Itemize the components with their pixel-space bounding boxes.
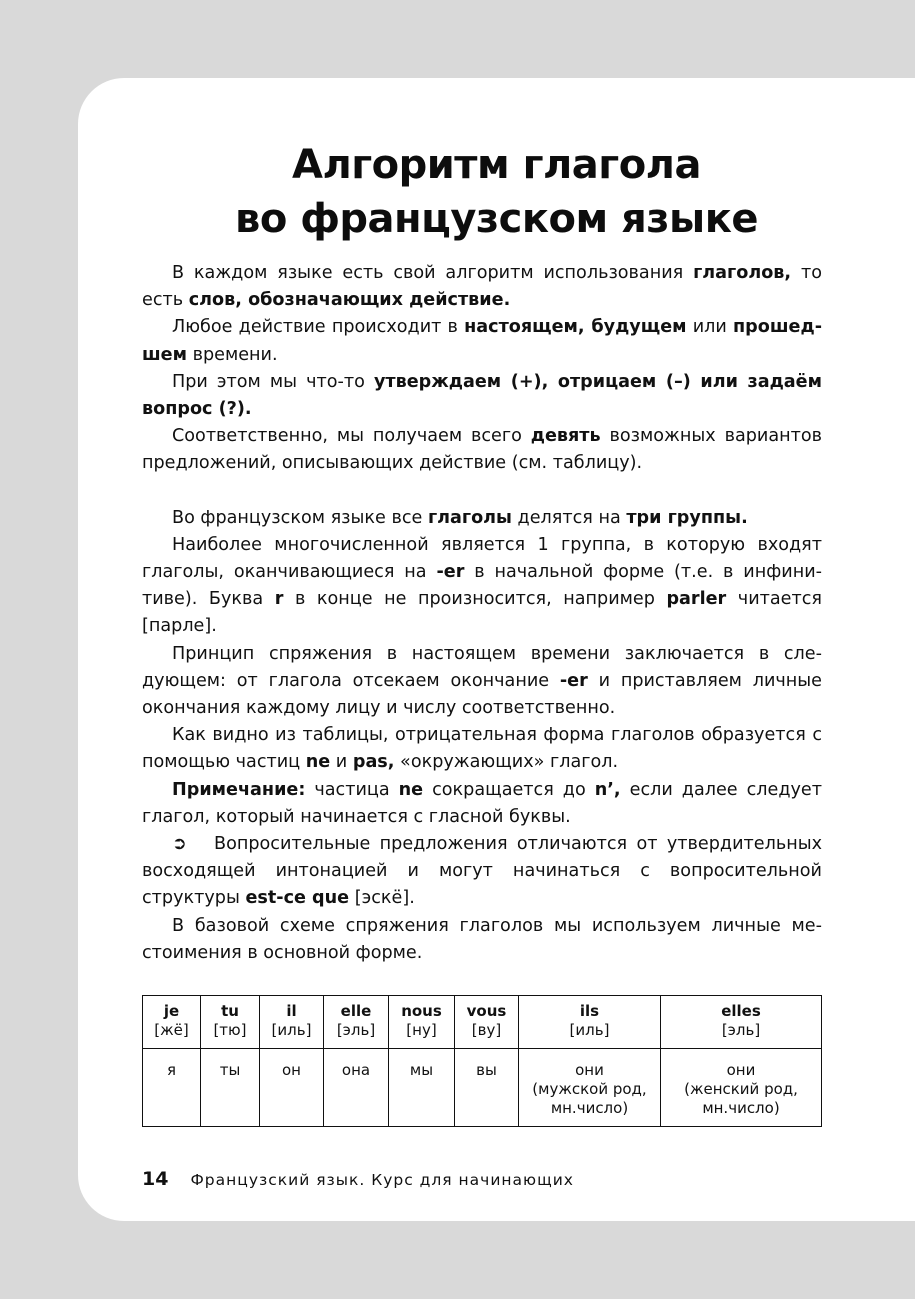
paragraph-negation: Как видно из таблицы, отрицательная форма глаголов образуется с помощью частиц ne и pas, «окружающих» глагол. xyxy=(142,725,822,773)
book-title: Французский язык. Курс для начинающих xyxy=(190,1171,574,1189)
paragraph-tenses: Любое действие происходит в настоящем, будущем или прошедшем времени. xyxy=(142,317,822,365)
page-title xyxy=(78,138,915,246)
table-cell: они (мужской род, мн.число) xyxy=(519,1049,661,1127)
paragraph-verbs-algorithm: В каждом языке есть свой алгоритм использования глаголов, то есть слов, обозначающих действие. xyxy=(142,263,822,311)
arrow-icon: ➲ xyxy=(172,834,187,855)
title-line-2: во французском языке xyxy=(235,196,758,242)
table-cell: vous [ву] xyxy=(455,996,519,1049)
paragraph-base-scheme: В базовой схеме спряжения глаголов мы используем личные местоимения в основной форме. xyxy=(142,915,822,963)
table-cell: она xyxy=(324,1049,389,1127)
page-sheet xyxy=(78,78,915,1221)
page-footer xyxy=(142,1168,574,1190)
paragraph-questions: ➲ Вопросительные предложения отличаются от утвердительных восходящей интонацией и могут начинаться с вопросительной структуры est-ce que [эскё]. xyxy=(142,831,822,913)
page-number: 14 xyxy=(142,1168,169,1190)
table-cell: je [жё] xyxy=(143,996,201,1049)
body-text xyxy=(142,260,822,967)
table-row-french xyxy=(143,996,822,1049)
table-cell: nous [ну] xyxy=(389,996,455,1049)
pronouns-table xyxy=(142,995,822,1127)
table-cell: я xyxy=(143,1049,201,1127)
table-cell: tu [тю] xyxy=(201,996,260,1049)
table-cell: elle [эль] xyxy=(324,996,389,1049)
table-cell: ты xyxy=(201,1049,260,1127)
table-cell: elles [эль] xyxy=(661,996,822,1049)
table-cell: они (женский род, мн.число) xyxy=(661,1049,822,1127)
table-row-russian xyxy=(143,1049,822,1127)
paragraph-three-groups: Во французском языке все глаголы делятся на три группы. xyxy=(172,507,748,528)
table-cell: вы xyxy=(455,1049,519,1127)
paragraph-note: Примечание: частица ne сокращается до n’, если далее следует глагол, который начинается с гласной буквы. xyxy=(142,779,823,827)
title-line-1: Алгоритм глагола xyxy=(292,142,701,188)
paragraph-conjugation-principle: Принцип спряжения в настоящем времени заключается в следующем: от глагола отсекаем окончание -er и приставляем личные окончания каждому лицу и числу соответственно. xyxy=(142,643,823,719)
table-cell: он xyxy=(260,1049,324,1127)
paragraph-first-group: Наиболее многочисленной является 1 группа, в которую входят глаголы, оканчивающиеся на -er в начальной форме (т.е. в инфинитиве). Буква r в конце не произносится, например parler читается [парле]. xyxy=(142,534,822,637)
table-cell: il [иль] xyxy=(260,996,324,1049)
paragraph-nine-variants: Соответственно, мы получаем всего девять возможных вариантов предложений, описывающих действие (см. таблицу). xyxy=(142,426,822,474)
table-cell: ils [иль] xyxy=(519,996,661,1049)
table-cell: мы xyxy=(389,1049,455,1127)
paragraph-sentence-types: При этом мы что-то утверждаем (+), отрицаем (–) или задаём вопрос (?). xyxy=(142,371,822,420)
